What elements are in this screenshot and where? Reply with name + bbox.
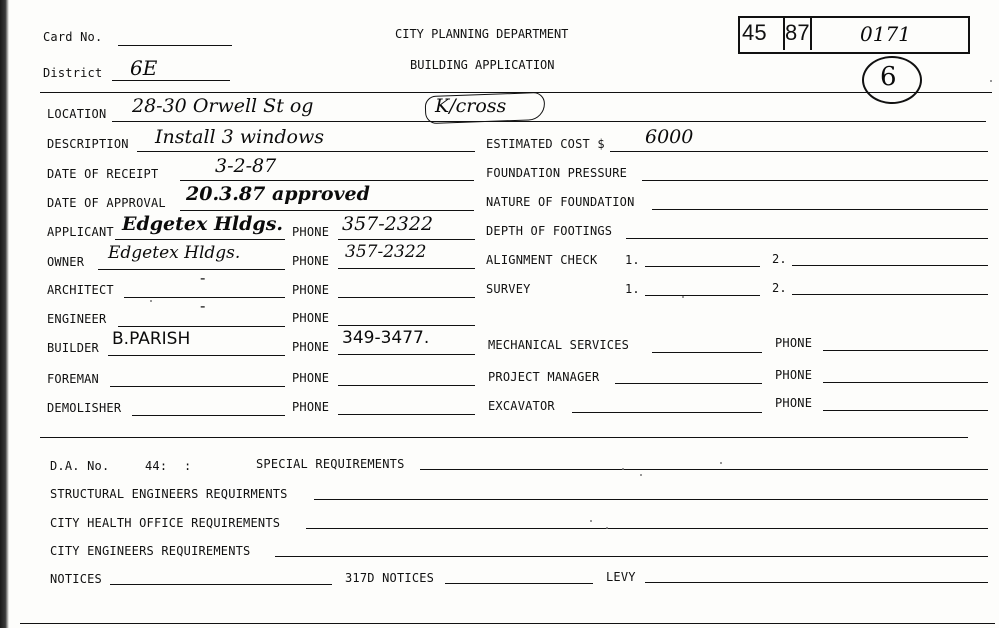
city-engineers-line [275,556,988,557]
project-manager-label: PROJECT MANAGER [488,370,600,384]
levy-label: LEVY [606,570,636,584]
project-manager-phone-label: PHONE [775,368,813,382]
demolisher-label: DEMOLISHER [47,401,122,415]
scan-speck [150,300,152,302]
department-title: CITY PLANNING DEPARTMENT [395,27,569,41]
date-of-approval-label: DATE OF APPROVAL [47,196,166,210]
date-of-approval-line [180,210,474,211]
applicant-label: APPLICANT [47,225,114,239]
engineer-phone-line [338,325,475,326]
structural-engineers-label: STRUCTURAL ENGINEERS REQUIRMENTS [50,487,288,501]
card-number-box [738,16,970,54]
scan-speck [622,468,624,470]
owner-label: OWNER [47,255,85,269]
applicant-phone-label: PHONE [292,225,330,239]
demolisher-line [132,415,285,416]
estimated-cost-line [610,151,988,152]
applicant-line [115,239,285,240]
foreman-label: FOREMAN [47,372,99,386]
owner-value: Edgetex Hldgs. [108,243,241,263]
district-label: District [43,66,103,80]
card-bottom-edge [20,623,995,624]
health-office-label: CITY HEALTH OFFICE REQUIREMENTS [50,516,281,530]
mechanical-services-phone-line [823,350,988,351]
alignment-check-line-2 [792,265,988,266]
circled-number: 6 [880,62,897,92]
city-engineers-label: CITY ENGINEERS REQUIREMENTS [50,544,251,558]
scan-speck [990,80,992,82]
foreman-phone-label: PHONE [292,371,330,385]
demolisher-phone-label: PHONE [292,400,330,414]
project-manager-phone-line [823,382,988,383]
card-box-part3: 0171 [860,22,911,46]
demolisher-phone-line [338,414,475,415]
card-box-part1: 45 [742,20,767,45]
location-label: LOCATION [47,107,107,121]
survey-label: SURVEY [486,282,531,296]
excavator-phone-line [823,410,988,411]
mechanical-services-line [652,352,762,353]
district-line [112,80,230,81]
scan-speck [590,520,592,522]
applicant-value: Edgetex Hldgs. [122,213,283,235]
survey-line-2 [792,294,988,295]
special-requirements-label: SPECIAL REQUIREMENTS [256,457,405,471]
foundation-pressure-label: FOUNDATION PRESSURE [486,166,628,180]
applicant-phone-line [338,239,475,240]
card-left-edge [0,0,9,628]
owner-phone-label: PHONE [292,254,330,268]
architect-label: ARCHITECT [47,283,114,297]
location-value: 28-30 Orwell St og [132,95,314,117]
builder-phone-value: 349-3477. [342,328,430,348]
foundation-pressure-line [642,180,988,181]
foreman-phone-line [338,385,475,386]
scan-speck [606,527,608,529]
da-number-value: 44: [145,459,168,473]
health-office-line [306,528,988,529]
mechanical-services-phone-label: PHONE [775,336,813,350]
owner-phone-line [338,268,475,269]
foreman-line [110,386,285,387]
engineer-value: - [200,296,206,315]
alignment-check-line-1 [645,266,760,267]
nature-of-foundation-line [652,209,988,210]
estimated-cost-label: ESTIMATED COST $ [486,137,605,151]
notices-317d-line [445,583,593,584]
excavator-label: EXCAVATOR [488,399,555,413]
alignment-check-label: ALIGNMENT CHECK [486,253,598,267]
builder-value: B.PARISH [112,329,191,349]
card-box-divider [810,16,812,50]
excavator-line [572,412,762,413]
da-number-label: D.A. No. [50,459,110,473]
excavator-phone-label: PHONE [775,396,813,410]
mechanical-services-label: MECHANICAL SERVICES [488,338,630,352]
date-of-approval-value: 20.3.87 approved [186,183,370,205]
architect-phone-line [338,297,475,298]
notices-317d-label: 317D NOTICES [345,571,435,585]
owner-phone-value: 357-2322 [345,242,427,262]
scan-speck [720,462,722,464]
survey-2: 2. [772,281,787,295]
requirements-divider [40,437,968,438]
project-manager-line [615,383,762,384]
depth-of-footings-label: DEPTH OF FOOTINGS [486,224,613,238]
alignment-check-1: 1. [625,253,640,267]
architect-phone-label: PHONE [292,283,330,297]
description-value: Install 3 windows [155,126,324,148]
special-requirements-line [420,469,988,470]
levy-line [645,582,988,583]
notices-label: NOTICES [50,572,102,586]
location-line [112,121,986,122]
location-cross-street: K/cross [435,95,507,117]
card-no-label: Card No. [43,30,103,44]
engineer-line [118,326,285,327]
builder-line [108,355,285,356]
alignment-check-2: 2. [772,252,787,266]
district-value: 6E [130,56,158,80]
builder-phone-line [338,354,475,355]
survey-line-1 [645,295,760,296]
date-of-receipt-value: 3-2-87 [215,155,277,177]
nature-of-foundation-label: NATURE OF FOUNDATION [486,195,635,209]
form-title: BUILDING APPLICATION [410,58,555,72]
depth-of-footings-line [626,238,988,239]
builder-label: BUILDER [47,341,99,355]
applicant-phone-value: 357-2322 [342,213,434,235]
structural-engineers-line [314,499,988,500]
scan-speck [640,474,642,476]
da-number-mark: : [184,459,192,473]
owner-line [98,269,285,270]
description-line [137,151,475,152]
notices-line [110,584,332,585]
card-no-line [118,45,232,46]
date-of-receipt-label: DATE OF RECEIPT [47,167,159,181]
estimated-cost-value: 6000 [645,126,694,148]
builder-phone-label: PHONE [292,340,330,354]
date-of-receipt-line [180,180,474,181]
survey-1: 1. [625,282,640,296]
scan-speck [682,296,684,298]
engineer-phone-label: PHONE [292,311,330,325]
description-label: DESCRIPTION [47,137,129,151]
card-box-part2: 87 [785,20,810,45]
architect-value: - [200,268,206,287]
engineer-label: ENGINEER [47,312,107,326]
